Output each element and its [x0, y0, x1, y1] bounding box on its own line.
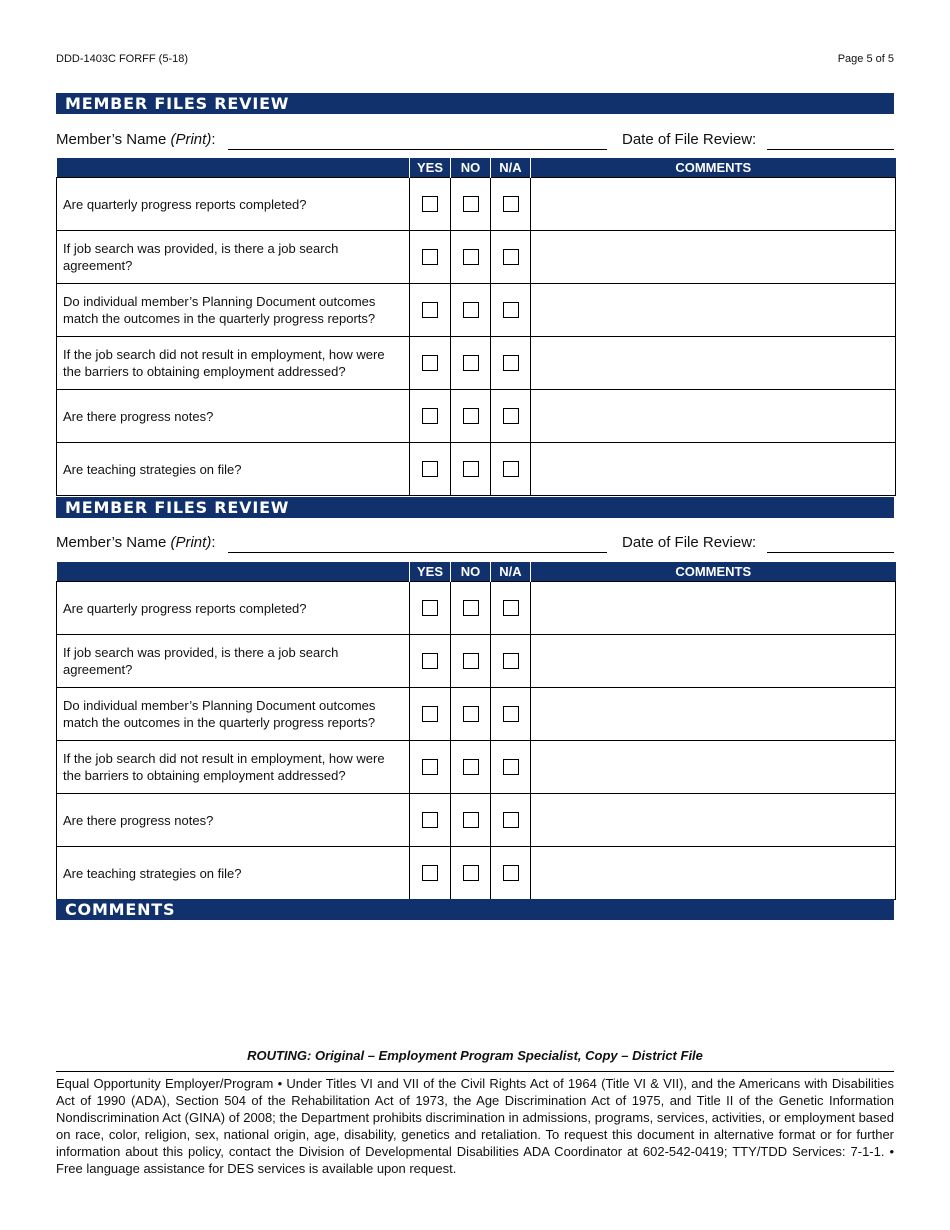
yes-checkbox[interactable]	[422, 653, 438, 669]
member-name-field[interactable]	[228, 131, 607, 150]
review-table	[56, 158, 896, 496]
comments-cell[interactable]	[531, 390, 896, 443]
member-name-label-text: Member’s Name	[56, 534, 167, 551]
member-name-label	[56, 534, 216, 551]
no-checkbox[interactable]	[463, 302, 479, 318]
comments-cell[interactable]	[531, 794, 896, 847]
comments-header: COMMENTS	[531, 562, 896, 582]
question-text: Do individual member’s Planning Document outcomes match the outcomes in the quarterly progress reports?	[57, 284, 410, 337]
member-name-label-print: (Print)	[170, 131, 212, 148]
question-header	[57, 562, 410, 582]
date-review-field[interactable]	[767, 131, 894, 150]
comments-cell[interactable]	[531, 741, 896, 794]
routing-note: ROUTING: Original – Employment Program Specialist, Copy – District File	[247, 1048, 703, 1063]
na-checkbox[interactable]	[503, 249, 519, 265]
no-checkbox[interactable]	[463, 706, 479, 722]
question-text: If job search was provided, is there a job search agreement?	[57, 231, 410, 284]
na-checkbox[interactable]	[503, 706, 519, 722]
member-name-label-print: (Print)	[170, 534, 212, 551]
no-checkbox[interactable]	[463, 196, 479, 212]
question-text: Are teaching strategies on file?	[57, 443, 410, 496]
question-text: If the job search did not result in employment, how were the barriers to obtaining employment addressed?	[57, 337, 410, 390]
date-review-field[interactable]	[767, 534, 894, 553]
yes-checkbox[interactable]	[422, 249, 438, 265]
comments-header: COMMENTS	[531, 158, 896, 178]
comments-cell[interactable]	[531, 178, 896, 231]
comments-cell[interactable]	[531, 847, 896, 900]
na-checkbox[interactable]	[503, 865, 519, 881]
table-row	[57, 741, 896, 794]
table-row	[57, 794, 896, 847]
member-name-label-text: Member’s Name	[56, 131, 167, 148]
question-text: Do individual member’s Planning Document outcomes match the outcomes in the quarterly progress reports?	[57, 688, 410, 741]
na-checkbox[interactable]	[503, 812, 519, 828]
table-row	[57, 847, 896, 900]
yes-checkbox[interactable]	[422, 302, 438, 318]
section-title: MEMBER FILES REVIEW	[56, 497, 894, 518]
comments-cell[interactable]	[531, 284, 896, 337]
no-checkbox[interactable]	[463, 812, 479, 828]
no-checkbox[interactable]	[463, 249, 479, 265]
yes-checkbox[interactable]	[422, 355, 438, 371]
question-text: Are quarterly progress reports completed?	[57, 582, 410, 635]
na-checkbox[interactable]	[503, 759, 519, 775]
table-row	[57, 284, 896, 337]
yes-header: YES	[410, 562, 451, 582]
no-header: NO	[451, 562, 491, 582]
member-name-label-colon: :	[211, 534, 216, 551]
review-table	[56, 562, 896, 900]
question-text: If job search was provided, is there a job search agreement?	[57, 635, 410, 688]
na-checkbox[interactable]	[503, 302, 519, 318]
no-checkbox[interactable]	[463, 461, 479, 477]
member-name-label	[56, 131, 216, 148]
section-title: MEMBER FILES REVIEW	[56, 93, 894, 114]
na-header: N/A	[491, 562, 531, 582]
page-number: Page 5 of 5	[837, 53, 894, 65]
table-row	[57, 688, 896, 741]
form-id: DDD-1403C FORFF (5-18)	[56, 53, 189, 65]
yes-checkbox[interactable]	[422, 461, 438, 477]
yes-checkbox[interactable]	[422, 865, 438, 881]
no-checkbox[interactable]	[463, 759, 479, 775]
na-checkbox[interactable]	[503, 355, 519, 371]
table-row	[57, 337, 896, 390]
divider	[56, 1071, 894, 1072]
question-header	[57, 158, 410, 178]
comments-cell[interactable]	[531, 337, 896, 390]
no-header: NO	[451, 158, 491, 178]
comments-cell[interactable]	[531, 688, 896, 741]
comments-cell[interactable]	[531, 443, 896, 496]
na-header: N/A	[491, 158, 531, 178]
no-checkbox[interactable]	[463, 355, 479, 371]
comments-cell[interactable]	[531, 635, 896, 688]
eeo-statement: Equal Opportunity Employer/Program • Under Titles VI and VII of the Civil Rights Act of 1964 (Title VI & VII), and the Americans with Disabilities Act of 1990 (ADA), Section 504 of the Rehabilitation Act of 1973, the Age Discrimination Act of 1975, and Title II of the Genetic Information Nondiscrimination Act (GINA) of 2008; the Department prohibits discrimination in admissions, programs, services, activities, or employment based on race, color, religion, sex, national origin, age, disability, genetics and retaliation. To request this document in alternative format or for further information about this policy, contact the Division of Developmental Disabilities ADA Coordinator at 602-542-0419; TTY/TDD Services: 7-1-1. • Free language assistance for DES services is available upon request.	[56, 1076, 894, 1176]
member-name-label-colon: :	[211, 131, 216, 148]
yes-header: YES	[410, 158, 451, 178]
yes-checkbox[interactable]	[422, 759, 438, 775]
question-text: If the job search did not result in employment, how were the barriers to obtaining employment addressed?	[57, 741, 410, 794]
table-row	[57, 443, 896, 496]
comments-cell[interactable]	[531, 582, 896, 635]
na-checkbox[interactable]	[503, 461, 519, 477]
yes-checkbox[interactable]	[422, 408, 438, 424]
table-row	[57, 582, 896, 635]
table-row	[57, 390, 896, 443]
comments-cell[interactable]	[531, 231, 896, 284]
yes-checkbox[interactable]	[422, 812, 438, 828]
table-row	[57, 231, 896, 284]
no-checkbox[interactable]	[463, 653, 479, 669]
no-checkbox[interactable]	[463, 408, 479, 424]
yes-checkbox[interactable]	[422, 600, 438, 616]
question-text: Are there progress notes?	[57, 794, 410, 847]
member-name-row	[56, 130, 894, 150]
yes-checkbox[interactable]	[422, 196, 438, 212]
member-name-field[interactable]	[228, 534, 607, 553]
date-review-label: Date of File Review:	[622, 534, 757, 551]
yes-checkbox[interactable]	[422, 706, 438, 722]
no-checkbox[interactable]	[463, 865, 479, 881]
question-text: Are there progress notes?	[57, 390, 410, 443]
question-text: Are teaching strategies on file?	[57, 847, 410, 900]
na-checkbox[interactable]	[503, 408, 519, 424]
member-name-row	[56, 533, 894, 553]
question-text: Are quarterly progress reports completed?	[57, 178, 410, 231]
comments-area[interactable]	[56, 921, 894, 1041]
table-row	[57, 635, 896, 688]
table-row	[57, 178, 896, 231]
no-checkbox[interactable]	[463, 600, 479, 616]
comments-title: COMMENTS	[56, 899, 894, 920]
date-review-label: Date of File Review:	[622, 131, 757, 148]
na-checkbox[interactable]	[503, 653, 519, 669]
na-checkbox[interactable]	[503, 600, 519, 616]
na-checkbox[interactable]	[503, 196, 519, 212]
